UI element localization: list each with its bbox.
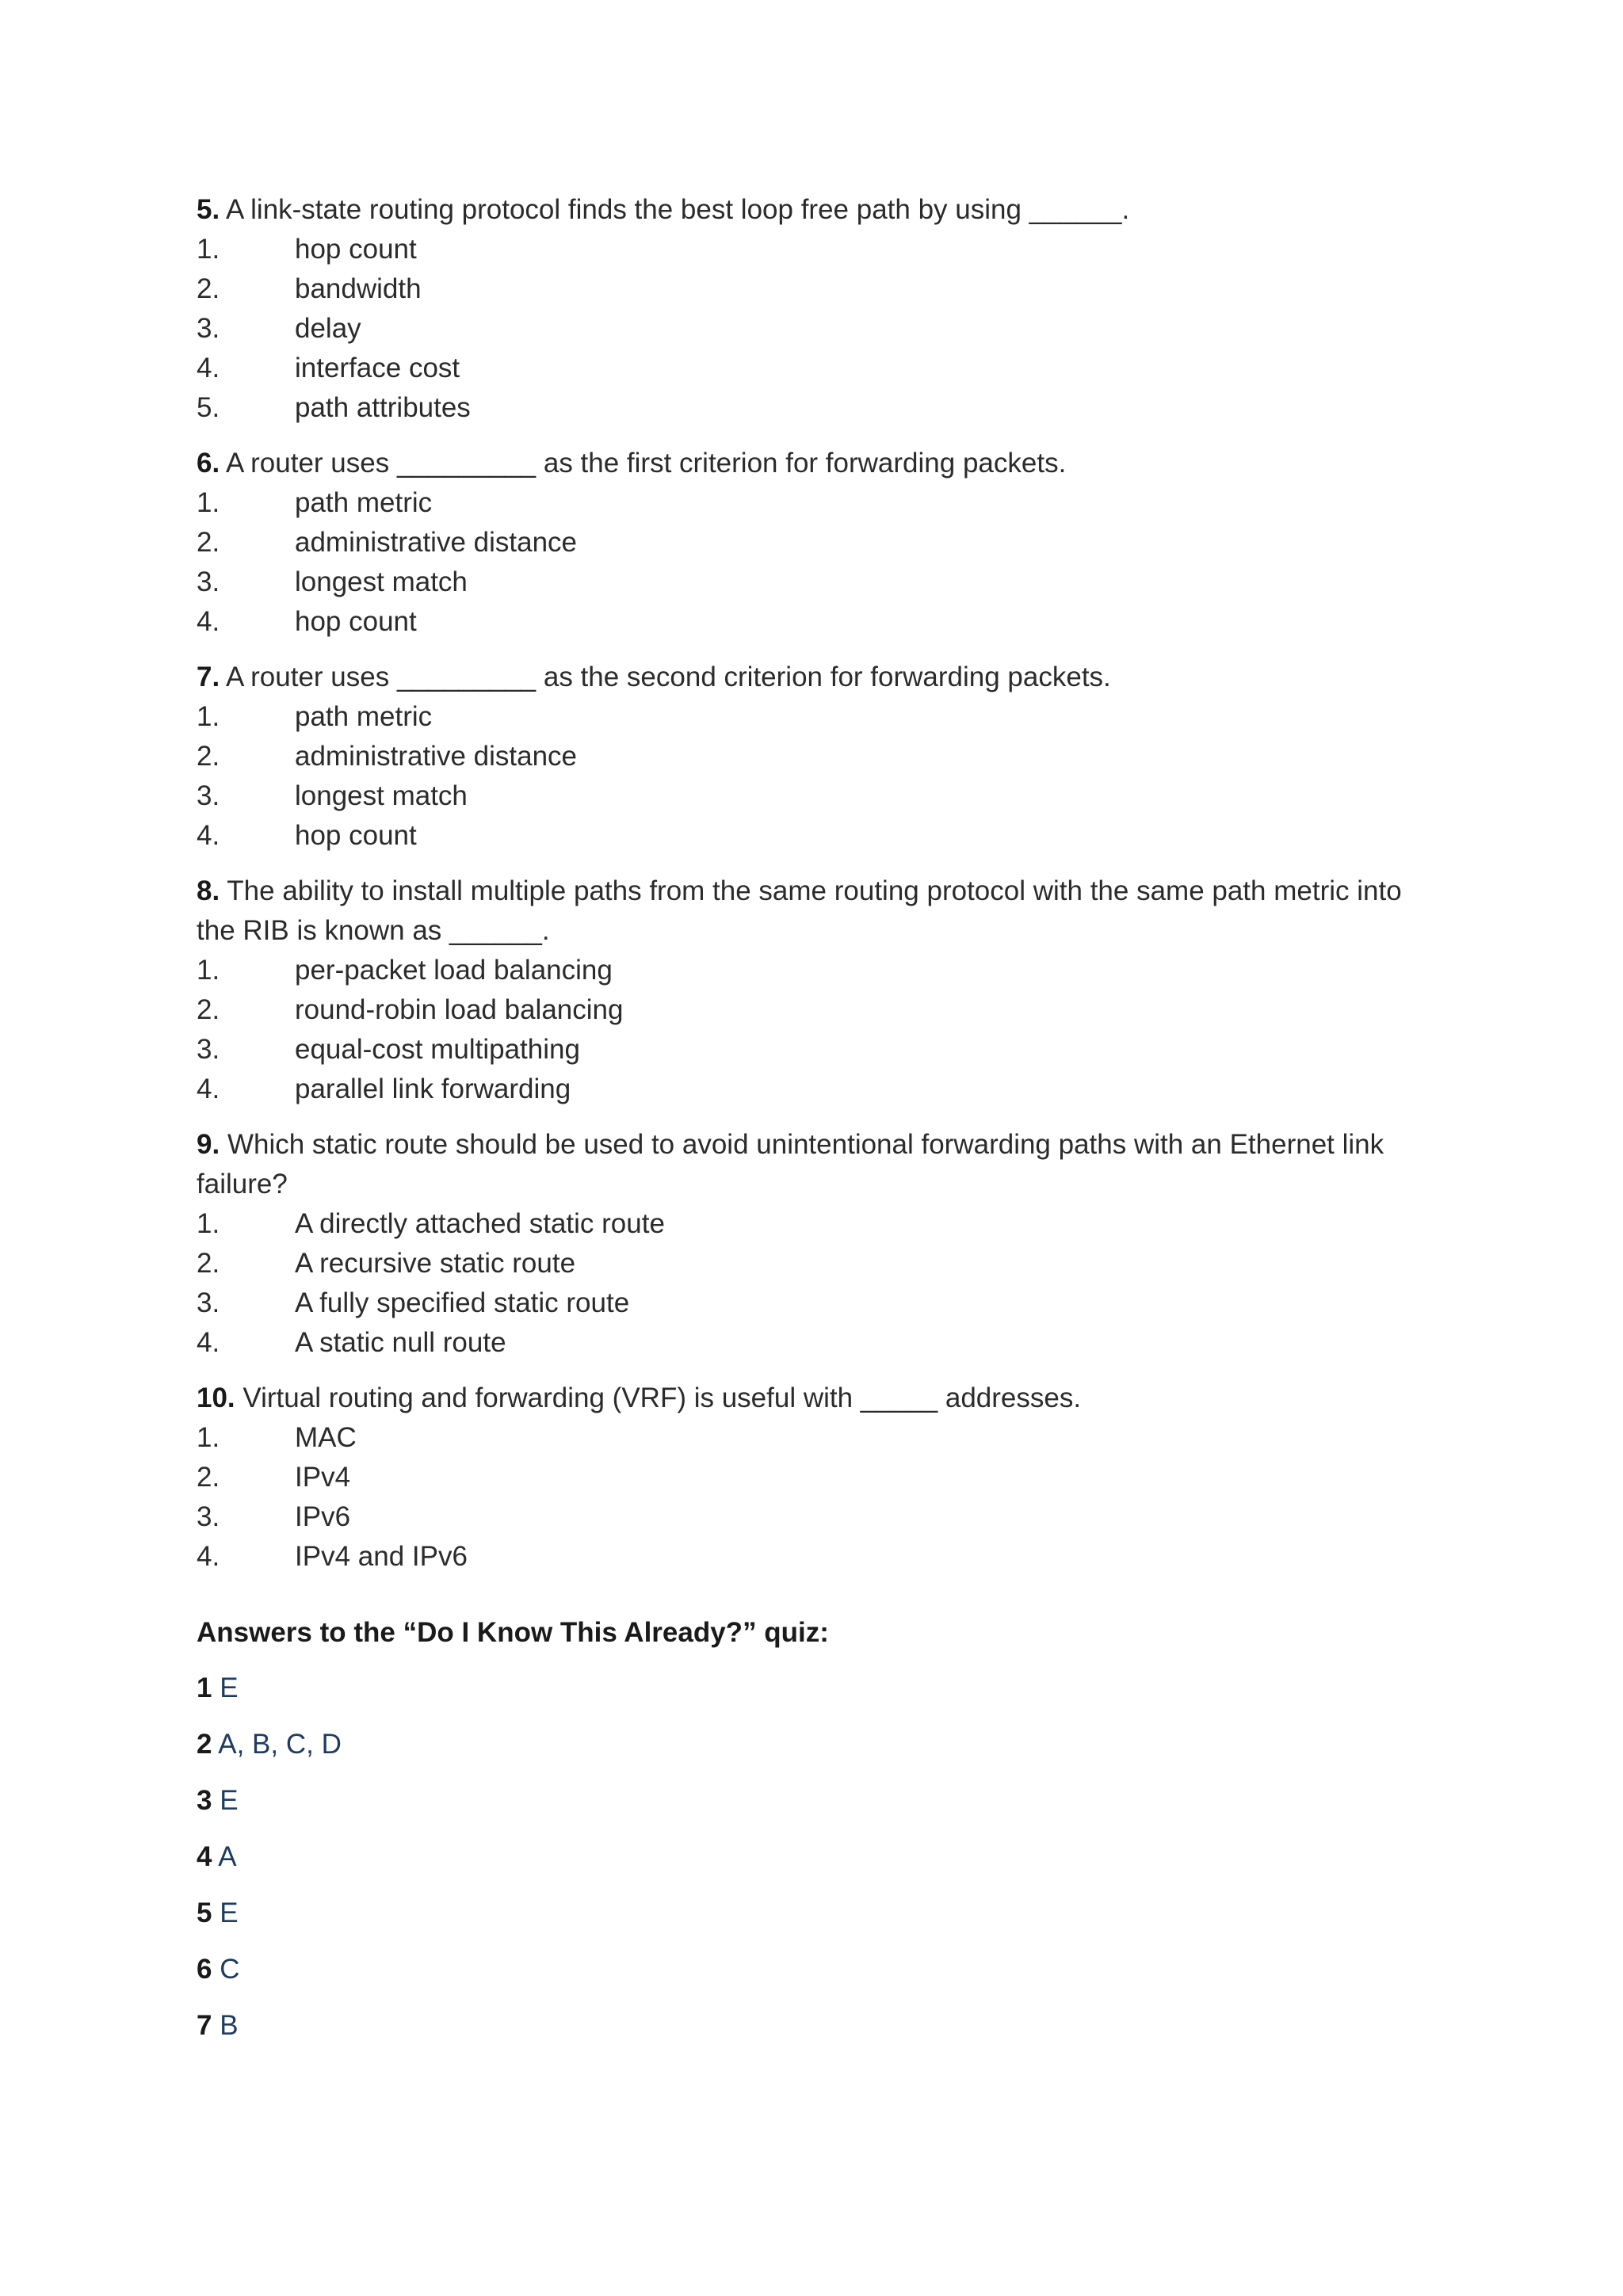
option-number: 4. <box>197 1327 220 1358</box>
option-number: 2. <box>197 527 220 558</box>
option-text: IPv4 <box>295 1462 351 1493</box>
answers-section <box>197 1613 1433 2046</box>
option <box>197 951 1433 990</box>
option <box>197 816 1433 856</box>
answer-row <box>197 1669 1433 1708</box>
option-number: 3. <box>197 1287 220 1318</box>
option-text: IPv6 <box>295 1501 351 1532</box>
option-text: A directly attached static route <box>295 1208 665 1239</box>
answer-value: C <box>220 1954 240 1985</box>
option-number: 2. <box>197 1462 220 1493</box>
question-number: 9. <box>197 1129 220 1160</box>
option <box>197 1323 1433 1363</box>
option-text: hop count <box>295 820 417 851</box>
question-10 <box>197 1379 1433 1577</box>
answer-row <box>197 1781 1433 1821</box>
question-7 <box>197 658 1433 856</box>
option-text: MAC <box>295 1422 357 1453</box>
option <box>197 523 1433 563</box>
option-number: 4. <box>197 1074 220 1104</box>
option <box>197 1244 1433 1283</box>
option-text: hop count <box>295 606 417 637</box>
answer-number: 2 <box>197 1729 212 1760</box>
question-stem <box>197 444 1433 483</box>
option <box>197 309 1433 349</box>
option-number: 3. <box>197 780 220 811</box>
question-text-line-1: Which static route should be used to avoid unintentional forwarding paths with an Ethernet link <box>227 1129 1384 1160</box>
option-number: 3. <box>197 566 220 597</box>
option <box>197 1070 1433 1109</box>
option-number: 1. <box>197 955 220 986</box>
option <box>197 563 1433 602</box>
option <box>197 602 1433 642</box>
option <box>197 1537 1433 1577</box>
question-text: A router uses _________ as the first criterion for forwarding packets. <box>226 448 1067 479</box>
option-number: 2. <box>197 273 220 304</box>
option <box>197 349 1433 388</box>
page-content <box>197 190 1433 2062</box>
option-number: 4. <box>197 1541 220 1572</box>
option-number: 1. <box>197 234 220 265</box>
option-text: administrative distance <box>295 741 577 772</box>
answer-row <box>197 1894 1433 1933</box>
answer-number: 4 <box>197 1841 212 1872</box>
option-text: path metric <box>295 487 433 518</box>
option-text: equal-cost multipathing <box>295 1034 580 1065</box>
option <box>197 776 1433 816</box>
question-6 <box>197 444 1433 642</box>
question-5 <box>197 190 1433 428</box>
question-number: 7. <box>197 662 220 692</box>
question-number: 5. <box>197 194 220 225</box>
answer-row <box>197 1837 1433 1877</box>
option <box>197 1204 1433 1244</box>
answer-value: A <box>218 1841 237 1872</box>
option-number: 3. <box>197 1034 220 1065</box>
option <box>197 230 1433 269</box>
option-number: 4. <box>197 353 220 383</box>
answer-number: 3 <box>197 1785 212 1816</box>
answer-value: E <box>220 1672 239 1703</box>
answer-number: 6 <box>197 1954 212 1985</box>
option-number: 1. <box>197 487 220 518</box>
answer-value: A, B, C, D <box>218 1729 342 1760</box>
option-text: hop count <box>295 234 417 265</box>
option <box>197 388 1433 428</box>
option-text: A recursive static route <box>295 1248 576 1279</box>
answer-value: E <box>220 1785 239 1816</box>
option-number: 1. <box>197 701 220 732</box>
question-text: Virtual routing and forwarding (VRF) is useful with _____ addresses. <box>242 1383 1082 1413</box>
option-number: 1. <box>197 1208 220 1239</box>
question-text: A link-state routing protocol finds the best loop free path by using ______. <box>226 194 1130 225</box>
option-text: bandwidth <box>295 273 422 304</box>
question-number: 8. <box>197 875 220 906</box>
option-text: interface cost <box>295 353 460 383</box>
option-number: 4. <box>197 820 220 851</box>
question-number: 6. <box>197 448 220 479</box>
option-number: 4. <box>197 606 220 637</box>
question-stem <box>197 1125 1433 1165</box>
option <box>197 737 1433 776</box>
question-text-line-1: The ability to install multiple paths from the same routing protocol with the same path metric into <box>227 875 1402 906</box>
option <box>197 1458 1433 1497</box>
option-number: 2. <box>197 1248 220 1279</box>
question-stem <box>197 658 1433 697</box>
option-text: A static null route <box>295 1327 506 1358</box>
answer-row <box>197 1950 1433 1989</box>
option-text: parallel link forwarding <box>295 1074 571 1104</box>
option-number: 2. <box>197 994 220 1025</box>
question-text-line-2: failure? <box>197 1169 288 1199</box>
answer-row <box>197 2006 1433 2046</box>
option-number: 3. <box>197 313 220 344</box>
answer-row <box>197 1725 1433 1764</box>
option-number: 5. <box>197 392 220 423</box>
question-9 <box>197 1125 1433 1363</box>
question-text-line-2: the RIB is known as ______. <box>197 915 550 946</box>
question-8 <box>197 871 1433 1109</box>
option <box>197 1497 1433 1537</box>
question-number: 10. <box>197 1383 235 1413</box>
option <box>197 1418 1433 1458</box>
option-text: administrative distance <box>295 527 577 558</box>
option-number: 3. <box>197 1501 220 1532</box>
option-text: path metric <box>295 701 433 732</box>
answer-value: E <box>220 1897 239 1928</box>
option <box>197 269 1433 309</box>
option-text: per-packet load balancing <box>295 955 613 986</box>
option-text: delay <box>295 313 361 344</box>
answers-heading: Answers to the “Do I Know This Already?” quiz: <box>197 1617 829 1648</box>
option-text: A fully specified static route <box>295 1287 630 1318</box>
answer-number: 1 <box>197 1672 212 1703</box>
question-text: A router uses _________ as the second criterion for forwarding packets. <box>226 662 1111 692</box>
question-stem <box>197 871 1433 911</box>
question-stem <box>197 1379 1433 1418</box>
option-text: IPv4 and IPv6 <box>295 1541 468 1572</box>
option-text: path attributes <box>295 392 471 423</box>
answer-value: B <box>220 2010 239 2041</box>
option <box>197 1283 1433 1323</box>
option <box>197 483 1433 523</box>
option-number: 2. <box>197 741 220 772</box>
option <box>197 990 1433 1030</box>
option-text: longest match <box>295 780 468 811</box>
answer-number: 7 <box>197 2010 212 2041</box>
question-stem <box>197 190 1433 230</box>
answer-number: 5 <box>197 1897 212 1928</box>
option <box>197 1030 1433 1070</box>
option-text: round-robin load balancing <box>295 994 624 1025</box>
option <box>197 697 1433 737</box>
option-text: longest match <box>295 566 468 597</box>
option-number: 1. <box>197 1422 220 1453</box>
